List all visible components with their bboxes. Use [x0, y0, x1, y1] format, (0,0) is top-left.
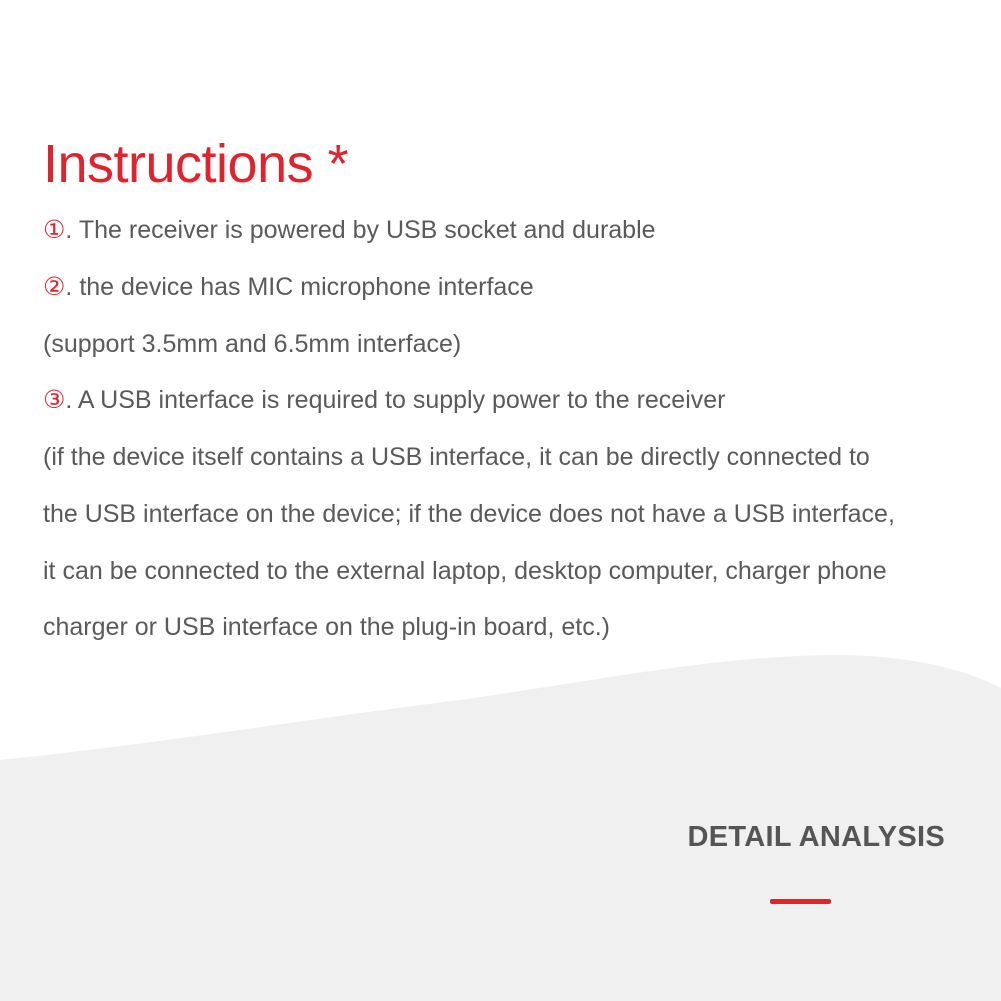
instruction-item-3-note-line-1 — [43, 442, 870, 472]
instruction-item-3 — [43, 385, 725, 415]
circled-number-2: ② — [43, 273, 66, 301]
instruction-item-1-text: . The receiver is powered by USB socket and durable — [65, 216, 656, 244]
instructions-title: Instructions * — [43, 134, 349, 194]
instruction-item-3-text: . A USB interface is required to supply power to the receiver — [65, 386, 726, 414]
instruction-item-3-note-line-2 — [43, 499, 895, 529]
instruction-item-3-note-line-2-text: the USB interface on the device; if the device does not have a USB interface, — [43, 500, 895, 528]
detail-analysis-heading: DETAIL ANALYSIS — [687, 821, 945, 853]
instruction-item-3-note-line-4 — [43, 612, 610, 642]
instruction-item-2 — [43, 272, 534, 302]
instruction-item-2-note — [43, 329, 461, 359]
detail-analysis-underline — [770, 899, 831, 904]
circled-number-1: ① — [43, 216, 66, 244]
instruction-item-2-note-text: (support 3.5mm and 6.5mm interface) — [43, 330, 462, 358]
instruction-item-1 — [43, 215, 656, 245]
circled-number-3: ③ — [43, 386, 66, 414]
instruction-item-3-note-line-3 — [43, 556, 887, 586]
instruction-item-3-note-line-4-text: charger or USB interface on the plug-in board, etc.) — [43, 613, 610, 641]
instruction-item-3-note-line-3-text: it can be connected to the external laptop, desktop computer, charger phone — [43, 557, 887, 585]
instruction-item-2-text: . the device has MIC microphone interface — [65, 273, 534, 301]
instruction-item-3-note-line-1-text: (if the device itself contains a USB interface, it can be directly connected to — [43, 443, 870, 471]
